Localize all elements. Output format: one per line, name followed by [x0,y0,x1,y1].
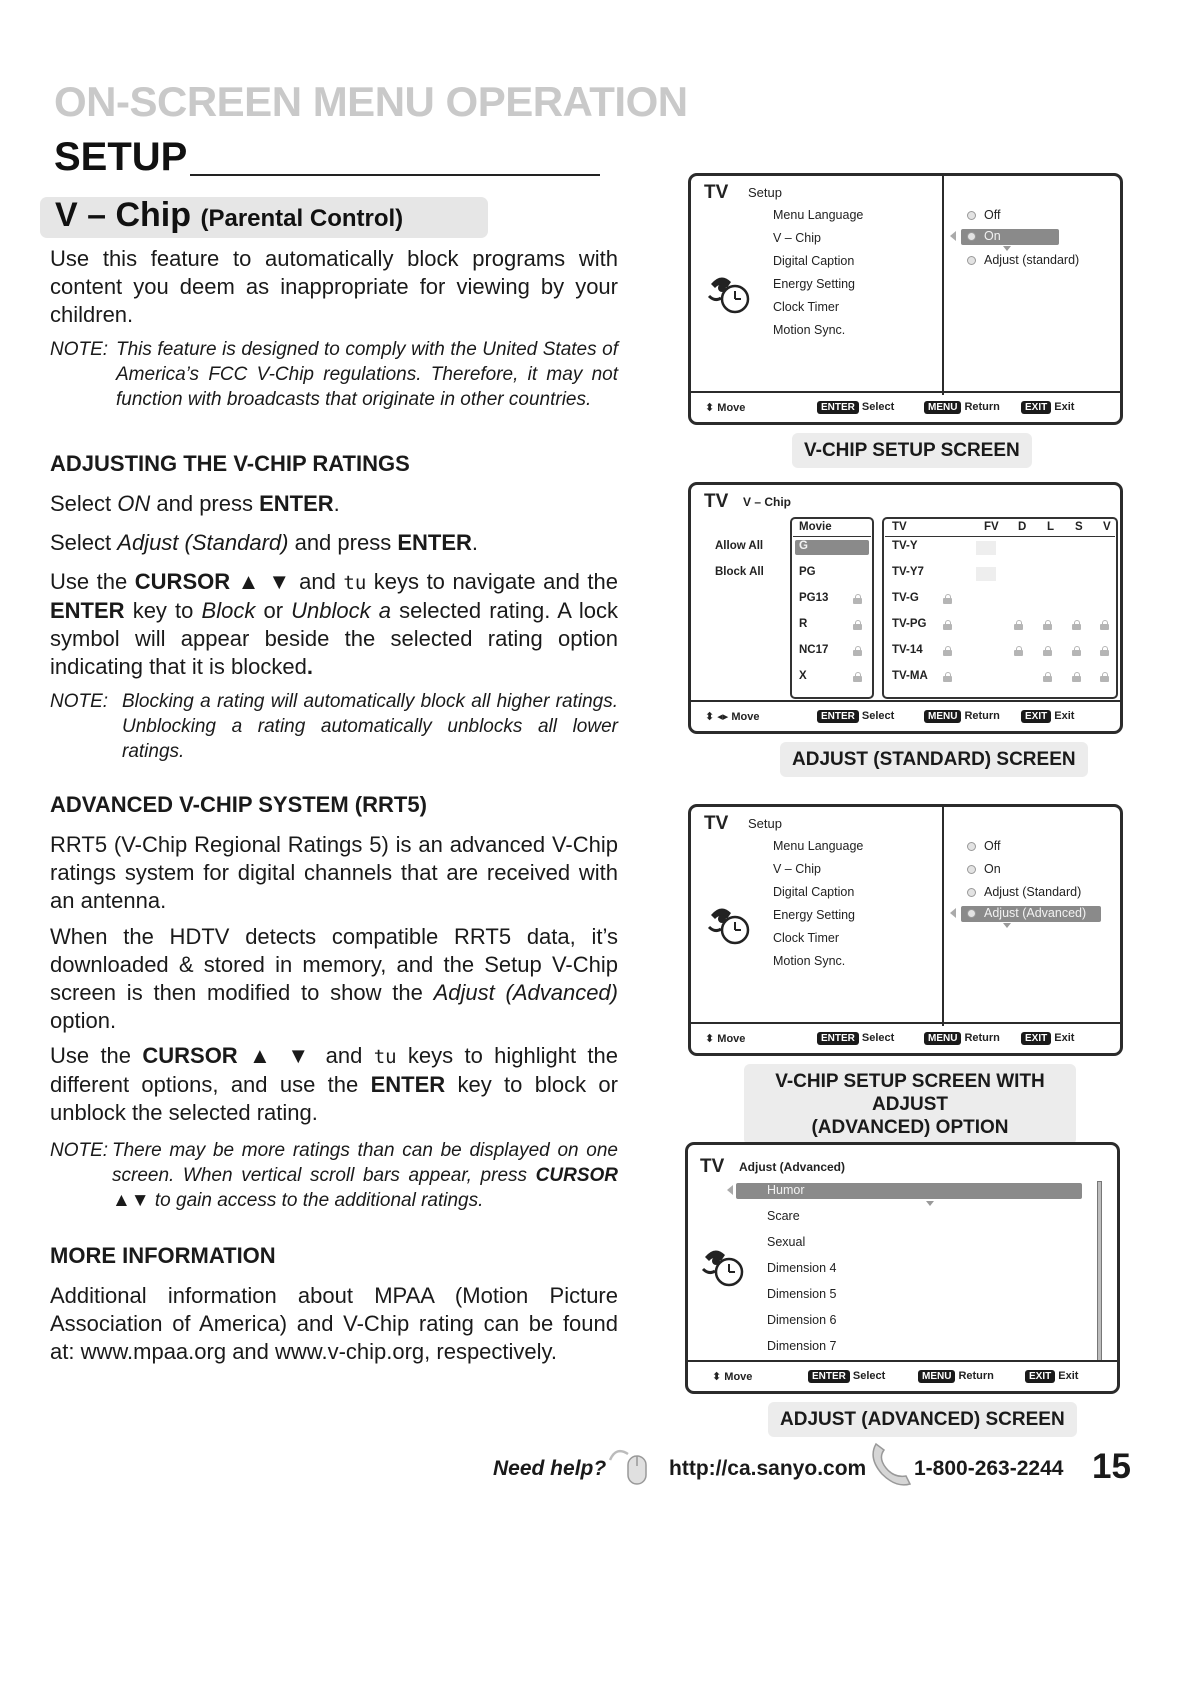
lock-icon [853,594,862,604]
adjust-advanced-screen [685,1142,1120,1394]
menu-item[interactable]: Energy Setting [773,277,855,291]
move-hint: ⬍ Move [712,1371,753,1383]
caption-standard: ADJUST (STANDARD) SCREEN [780,742,1088,777]
menu-hint: MENU Return [918,1370,994,1383]
l-column-header: L [1047,521,1055,533]
radio-adjust-standard[interactable] [967,888,976,897]
tv-label: TV [700,1156,725,1177]
enter-hint: ENTER Select [817,1032,894,1045]
fv-cell[interactable] [976,541,996,555]
vchip-setup-screen [688,173,1123,425]
rating-item[interactable]: Dimension 5 [767,1287,837,1301]
heading-adjusting: ADJUSTING THE V-CHIP RATINGS [50,451,410,476]
tv-rating[interactable]: TV-PG [892,618,927,630]
subsection-title [55,196,403,235]
clock-mascot-icon [699,1241,749,1291]
note-blocking [50,689,618,764]
rating-item[interactable]: Dimension 7 [767,1339,837,1353]
screen-title: Adjust (Advanced) [739,1160,846,1174]
tv-rating[interactable]: TV-14 [892,644,923,656]
tv-rating[interactable]: TV-G [892,592,919,604]
movie-rating[interactable]: PG [799,566,816,578]
exit-hint: EXIT Exit [1021,1032,1074,1045]
note-text: There may be more ratings than can be displayed on one screen. When vertical scroll bars appear, press CURSOR ▲▼ to gain access to the additional ratings. [112,1140,618,1211]
option-adjust-advanced[interactable]: Adjust (Advanced) [984,906,1087,920]
note-text: This feature is designed to comply with the United States of America’s FCC V-Chip regulations. Therefore, it may not function with broadcasts that originate in other countries. [116,339,618,410]
updown-icon: ⬍ [705,402,715,414]
phone-icon [870,1440,914,1490]
menu-item[interactable]: Motion Sync. [773,954,846,968]
vertical-scrollbar[interactable] [1097,1181,1102,1361]
menu-item[interactable]: Digital Caption [773,885,855,899]
heading-advanced: ADVANCED V-CHIP SYSTEM (RRT5) [50,792,427,817]
movie-rating[interactable]: NC17 [799,644,829,656]
note-label: NOTE: [50,339,109,360]
movie-rating[interactable]: G [799,540,808,552]
note-text: Blocking a rating will automatically block all higher ratings. Unblocking a rating automatically unblocks all lower ratings. [122,691,618,762]
page-title: SETUP [54,135,188,179]
screen-footer [688,1360,1117,1391]
lock-icon [943,672,952,682]
support-url[interactable]: http://ca.sanyo.com [669,1457,867,1480]
enter-hint: ENTER Select [817,401,894,414]
tv-header-rule [885,536,1115,537]
exit-hint: EXIT Exit [1025,1370,1078,1383]
menu-item[interactable]: V – Chip [773,862,821,876]
movie-header: Movie [799,521,832,533]
subsection-main: V – Chip [55,196,192,234]
tv-label: TV [704,491,729,512]
rating-item[interactable]: Sexual [767,1235,806,1249]
movie-header-rule [793,536,871,537]
rating-item[interactable]: Dimension 6 [767,1313,837,1327]
lock-icon [1043,672,1052,682]
lock-icon [1014,646,1023,656]
caption-setup: V-CHIP SETUP SCREEN [792,433,1032,468]
menu-hint: MENU Return [924,401,1000,414]
move-hint: ⬍ Move [705,402,746,414]
note-label: NOTE: [50,1140,109,1161]
column-divider [942,176,944,395]
step-select-adjust: Select Adjust (Standard) and press ENTER. [50,530,478,555]
exit-hint: EXIT Exit [1021,401,1074,414]
left-arrow-icon [950,908,956,918]
menu-item[interactable]: Menu Language [773,839,864,853]
down-arrow-icon [1003,246,1011,251]
mouse-icon [606,1446,656,1486]
more-info-paragraph: Additional information about MPAA (Motion Picture Association of America) and V-Chip rating can be found at: www.mpaa.org and www.v-chip.org, respectively. [50,1283,618,1364]
tv-label: TV [704,182,729,203]
allow-all-button[interactable]: Allow All [715,540,764,552]
option-off[interactable]: Off [984,839,1001,853]
adjust-standard-screen [688,482,1123,734]
navigate-arrows-icon: ⬍ ◂▸ [705,711,729,723]
lock-icon [853,620,862,630]
step-navigate: Use the CURSOR ▲ ▼ and tu keys to navigate and the ENTER key to Block or Unblock a selected rating. A lock symbol will appear beside the selected rating option indicating that it is blocked. [50,569,619,679]
clock-mascot-icon [705,268,755,318]
caption-advanced: ADJUST (ADVANCED) SCREEN [768,1402,1077,1437]
movie-rating[interactable]: X [799,670,807,682]
down-arrow-icon [926,1201,934,1206]
title-rule [190,174,600,176]
lock-icon [1100,672,1109,682]
lock-icon [1043,620,1052,630]
lock-icon [1043,646,1052,656]
vchip-setup-advanced-screen [688,804,1123,1056]
d-column-header: D [1018,521,1027,533]
screen-title: Setup [748,185,782,200]
rating-item[interactable]: Dimension 4 [767,1261,837,1275]
rating-item[interactable]: Humor [767,1183,805,1197]
v-column-header: V [1103,521,1111,533]
page-number: 15 [1092,1447,1131,1486]
menu-item[interactable]: V – Chip [773,231,821,245]
screen-footer [691,391,1120,422]
updown-icon: ⬍ [705,1033,715,1045]
fv-cell[interactable] [976,567,996,581]
fv-column-header: FV [984,521,999,533]
radio-adjust[interactable] [967,256,976,265]
clock-mascot-icon [705,899,755,949]
lock-icon [1072,620,1081,630]
screen-footer [691,700,1120,731]
lock-icon [853,646,862,656]
lock-icon [943,594,952,604]
lock-icon [1072,646,1081,656]
menu-item[interactable]: Energy Setting [773,908,855,922]
left-arrow-icon [727,1185,733,1195]
heading-more-info: MORE INFORMATION [50,1243,276,1268]
tv-column-header: TV [892,521,907,533]
screen-title: V – Chip [743,495,792,509]
tv-rating[interactable]: TV-Y7 [892,566,924,578]
updown-icon: ⬍ [712,1371,722,1383]
step-select-on: Select ON and press ENTER. [50,491,340,516]
note-scroll [50,1138,618,1213]
note-label: NOTE: [50,691,109,712]
section-kicker: ON-SCREEN MENU OPERATION [54,78,688,125]
lock-icon [943,646,952,656]
menu-item[interactable]: Menu Language [773,208,864,222]
down-arrow-icon [1003,923,1011,928]
enter-hint: ENTER Select [817,710,894,723]
enter-hint: ENTER Select [808,1370,885,1383]
radio-adjust-advanced[interactable] [967,909,976,918]
menu-hint: MENU Return [924,710,1000,723]
caption-setup-advanced: V-CHIP SETUP SCREEN WITH ADJUST (ADVANCED) OPTION [744,1064,1076,1145]
movie-rating[interactable]: R [799,618,808,630]
lock-icon [1100,620,1109,630]
subsection-sub: (Parental Control) [200,205,404,232]
help-text: Need help? [493,1457,607,1480]
menu-item[interactable]: Digital Caption [773,254,855,268]
intro-paragraph: Use this feature to automatically block programs with content you deem as inappropriate for viewing by your children. [50,246,618,327]
exit-hint: EXIT Exit [1021,710,1074,723]
radio-off[interactable] [967,842,976,851]
screen-title: Setup [748,816,782,831]
radio-on[interactable] [967,865,976,874]
menu-item[interactable]: Clock Timer [773,931,839,945]
note-fcc [50,337,618,412]
rating-item[interactable]: Scare [767,1209,800,1223]
menu-hint: MENU Return [924,1032,1000,1045]
screen-footer [691,1022,1120,1053]
movie-rating[interactable]: PG13 [799,592,829,604]
support-phone: 1-800-263-2244 [914,1457,1064,1480]
rrt5-paragraph: RRT5 (V-Chip Regional Ratings 5) is an advanced V-Chip ratings system for digital channels that are received with an antenna. [50,832,618,913]
tv-rating[interactable]: TV-Y [892,540,918,552]
menu-item[interactable]: Motion Sync. [773,323,846,337]
highlight-paragraph: Use the CURSOR ▲ ▼ and tu keys to highlight the different options, and use the ENTER key to block or unblock the selected rating. [50,1043,618,1125]
block-all-button[interactable]: Block All [715,566,764,578]
lock-icon [1014,620,1023,630]
option-on[interactable]: On [984,229,1001,243]
option-off[interactable]: Off [984,208,1001,222]
lock-icon [943,620,952,630]
s-column-header: S [1075,521,1083,533]
lock-icon [1072,672,1081,682]
menu-item[interactable]: Clock Timer [773,300,839,314]
lock-icon [1100,646,1109,656]
option-adjust-standard[interactable]: Adjust (standard) [984,253,1080,267]
column-divider [942,807,944,1026]
radio-on[interactable] [967,232,976,241]
option-on[interactable]: On [984,862,1001,876]
move-hint: ⬍ ◂▸ Move [705,711,760,723]
move-hint: ⬍ Move [705,1033,746,1045]
tv-rating[interactable]: TV-MA [892,670,928,682]
lock-icon [853,672,862,682]
tv-label: TV [704,813,729,834]
left-arrow-icon [950,231,956,241]
option-adjust-standard[interactable]: Adjust (Standard) [984,885,1082,899]
hdtv-paragraph: When the HDTV detects compatible RRT5 data, it’s downloaded & stored in memory, and the Setup V-Chip screen is then modified to show the Adjust (Advanced) option. [50,924,618,1033]
radio-off[interactable] [967,211,976,220]
